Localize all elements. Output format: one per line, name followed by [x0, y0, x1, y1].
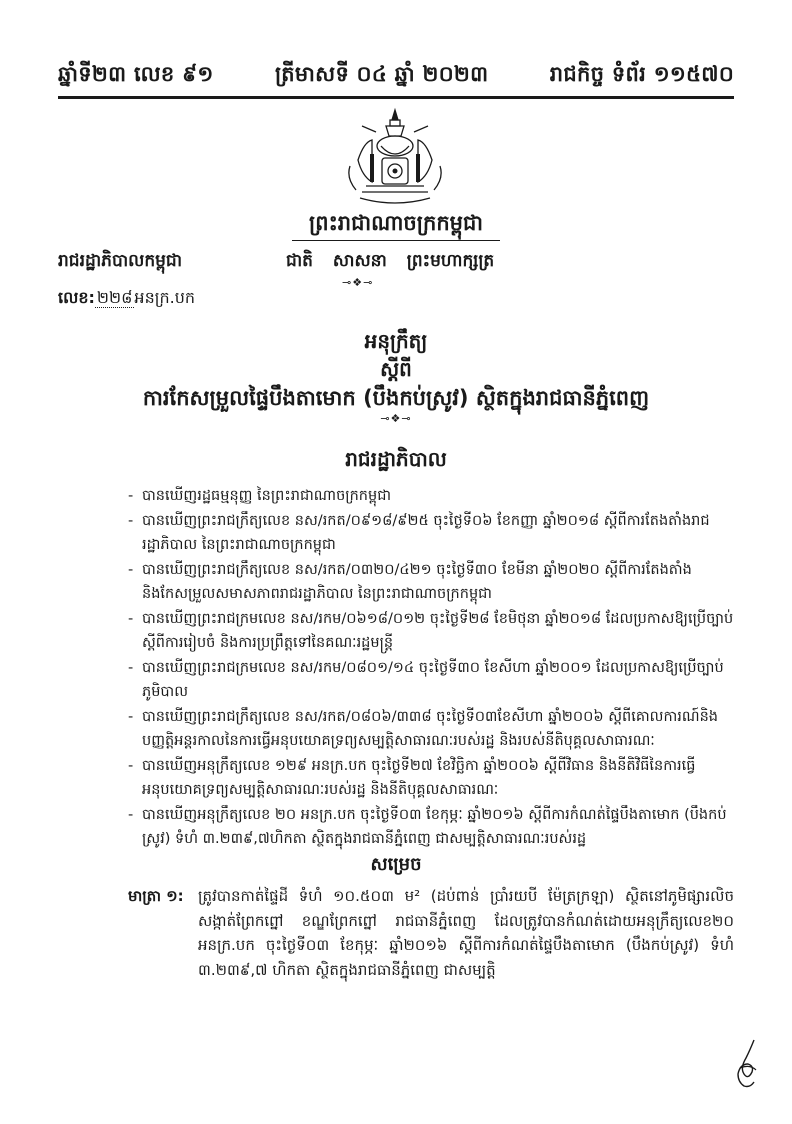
gazette-year-issue: ឆ្នាំទី២៣ លេខ ៩១	[58, 62, 214, 86]
document-subject: ការកែសម្រួលផ្ទៃបឹងតាមោក (បឹងកប់ស្រូវ) ស្ថិតក្នុងរាជធានីភ្នំពេញ	[142, 386, 650, 410]
document-type: អនុក្រឹត្យ	[364, 329, 428, 353]
preamble-item: - បានឃើញព្រះរាជក្រមលេខ នស/រកម/០៦១៨/០១២ ចុះថ្ងៃទី២៨ ខែមិថុនា ឆ្នាំ២០១៨ ដែលប្រកាសឱ្យប្រើច្បាប់ស្តីពីការរៀបចំ និងការប្រព្រឹត្តទៅនៃគណៈរដ្ឋមន្ត្រី	[128, 610, 734, 651]
motto-ornament: ⊸❖⊸	[342, 276, 374, 289]
issuing-authority: រាជរដ្ឋាភិបាល	[345, 447, 447, 471]
preamble-item: - បានឃើញអនុក្រឹត្យលេខ ១២៩ អនក្រ.បក ចុះថ្ងៃទី២៧ ខែវិច្ឆិកា ឆ្នាំ២០០៦ ស្តីពីវិធាន និងនីតិវិធីនៃការធ្វើអនុបយោគទ្រព្យសម្បត្តិសាធារណៈរបស់រដ្ឋ និងនីតិបុគ្គលសាធារណៈ	[128, 757, 696, 798]
document-about: ស្តីពី	[380, 357, 412, 381]
title-ornament: ⊸❖⊸	[380, 412, 412, 425]
reference-handwritten-number: ២២៨	[96, 288, 133, 307]
preamble-item: - បានឃើញរដ្ឋធម្មនុញ្ញ នៃព្រះរាជាណាចក្រកម្ពុជា	[128, 488, 392, 504]
handwritten-initials-icon	[732, 1038, 762, 1090]
issuing-government: រាជរដ្ឋាភិបាលកម្ពុជា	[58, 251, 183, 271]
decision-heading: សម្រេច	[370, 854, 422, 875]
reference-suffix: អនក្រ.បក	[134, 288, 196, 307]
reference-number	[58, 287, 195, 311]
preamble-item: - បានឃើញព្រះរាជក្រឹត្យលេខ នស/រកត/០៩១៨/៩២៥ ចុះថ្ងៃទី០៦ ខែកញ្ញា ឆ្នាំ២០១៨ ស្តីពីការតែងតាំងរាជរដ្ឋាភិបាល នៃព្រះរាជាណាចក្រកម្ពុជា	[128, 512, 710, 553]
preamble-item: - បានឃើញអនុក្រឹត្យលេខ ២០ អនក្រ.បក ចុះថ្ងៃទី០៣ ខែកុម្ភៈ ឆ្នាំ២០១៦ ស្តីពីការកំណត់ផ្ទៃបឹងតាមោក (បឹងកប់ស្រូវ) ទំហំ ៣.២៣៩,៧ហិកតា ស្ថិតក្នុងរាជធានីភ្នំពេញ ជាសម្បត្តិសាធារណៈរបស់រដ្ឋ	[128, 806, 727, 847]
gazette-date: ត្រីមាសទី ០៤ ឆ្នាំ ២០២៣	[274, 62, 489, 86]
preamble-item: - បានឃើញព្រះរាជក្រមលេខ នស/រកម/០៨០១/១៤ ចុះថ្ងៃទី៣០ ខែសីហា ឆ្នាំ២០០១ ដែលប្រកាសឱ្យប្រើច្បាប់ភូមិបាល	[128, 659, 724, 700]
gazette-page-number: រាជកិច្ច ទំព័រ ១១៥៧០	[549, 62, 734, 86]
gazette-header	[58, 52, 734, 92]
article-1-label: មាត្រា ១:	[128, 887, 184, 905]
header-rule	[58, 96, 734, 99]
national-motto: ជាតិ សាសនា ព្រះមហាក្សត្រ	[286, 251, 495, 271]
article-1-text: ត្រូវបានកាត់ផ្ទៃដី ទំហំ ១០.៥០៣ ម² (ដប់ពាន់ ប្រាំរយបី ម៉ែត្រក្រឡា) ស្ថិតនៅភូមិផ្សារលិច សង្កាត់ព្រែកព្នៅ ខណ្ឌព្រែកព្នៅ រាជធានីភ្នំពេញ ដែលត្រូវបានកំណត់ដោយអនុក្រឹត្យលេខ២០ អនក្រ.បក ចុះថ្ងៃទី០៣ ខែកុម្ភៈ ឆ្នាំ២០១៦ ស្តីពីការកំណត់ផ្ទៃបឹងតាមោក (បឹងកប់ស្រូវ) ទំហំ ៣.២៣៩,៧ ហិកតា ស្ថិតក្នុងរាជធានីភ្នំពេញ ជាសម្បត្តិ	[198, 887, 734, 979]
preamble-item: - បានឃើញព្រះរាជក្រឹត្យលេខ នស/រកត/០៣២០/៤២១ ចុះថ្ងៃទី៣០ ខែមីនា ឆ្នាំ២០២០ ស្តីពីការតែងតាំងនិងកែសម្រួលសមាសភាពរាជរដ្ឋាភិបាល នៃព្រះរាជាណាចក្រកម្ពុជា	[128, 561, 692, 602]
article-1	[128, 884, 734, 982]
kingdom-name: ព្រះរាជាណាចក្រកម្ពុជា	[308, 211, 483, 235]
reference-label: លេខ:	[58, 288, 95, 307]
preamble-list	[128, 484, 734, 852]
royal-coat-of-arms-icon	[336, 106, 454, 206]
preamble-item: - បានឃើញព្រះរាជក្រឹត្យលេខ នស/រកត/០៨០៦/៣៣៨ ចុះថ្ងៃទី០៣ខែសីហា ឆ្នាំ២០០៦ ស្តីពីគោលការណ៍និងបញ្ញត្តិអន្តរកាលនៃការធ្វើអនុបយោគទ្រព្យសម្បត្តិសាធារណៈរបស់រដ្ឋ និងរបស់នីតិបុគ្គលសាធារណៈ	[128, 708, 718, 749]
kingdom-underline	[292, 240, 500, 241]
